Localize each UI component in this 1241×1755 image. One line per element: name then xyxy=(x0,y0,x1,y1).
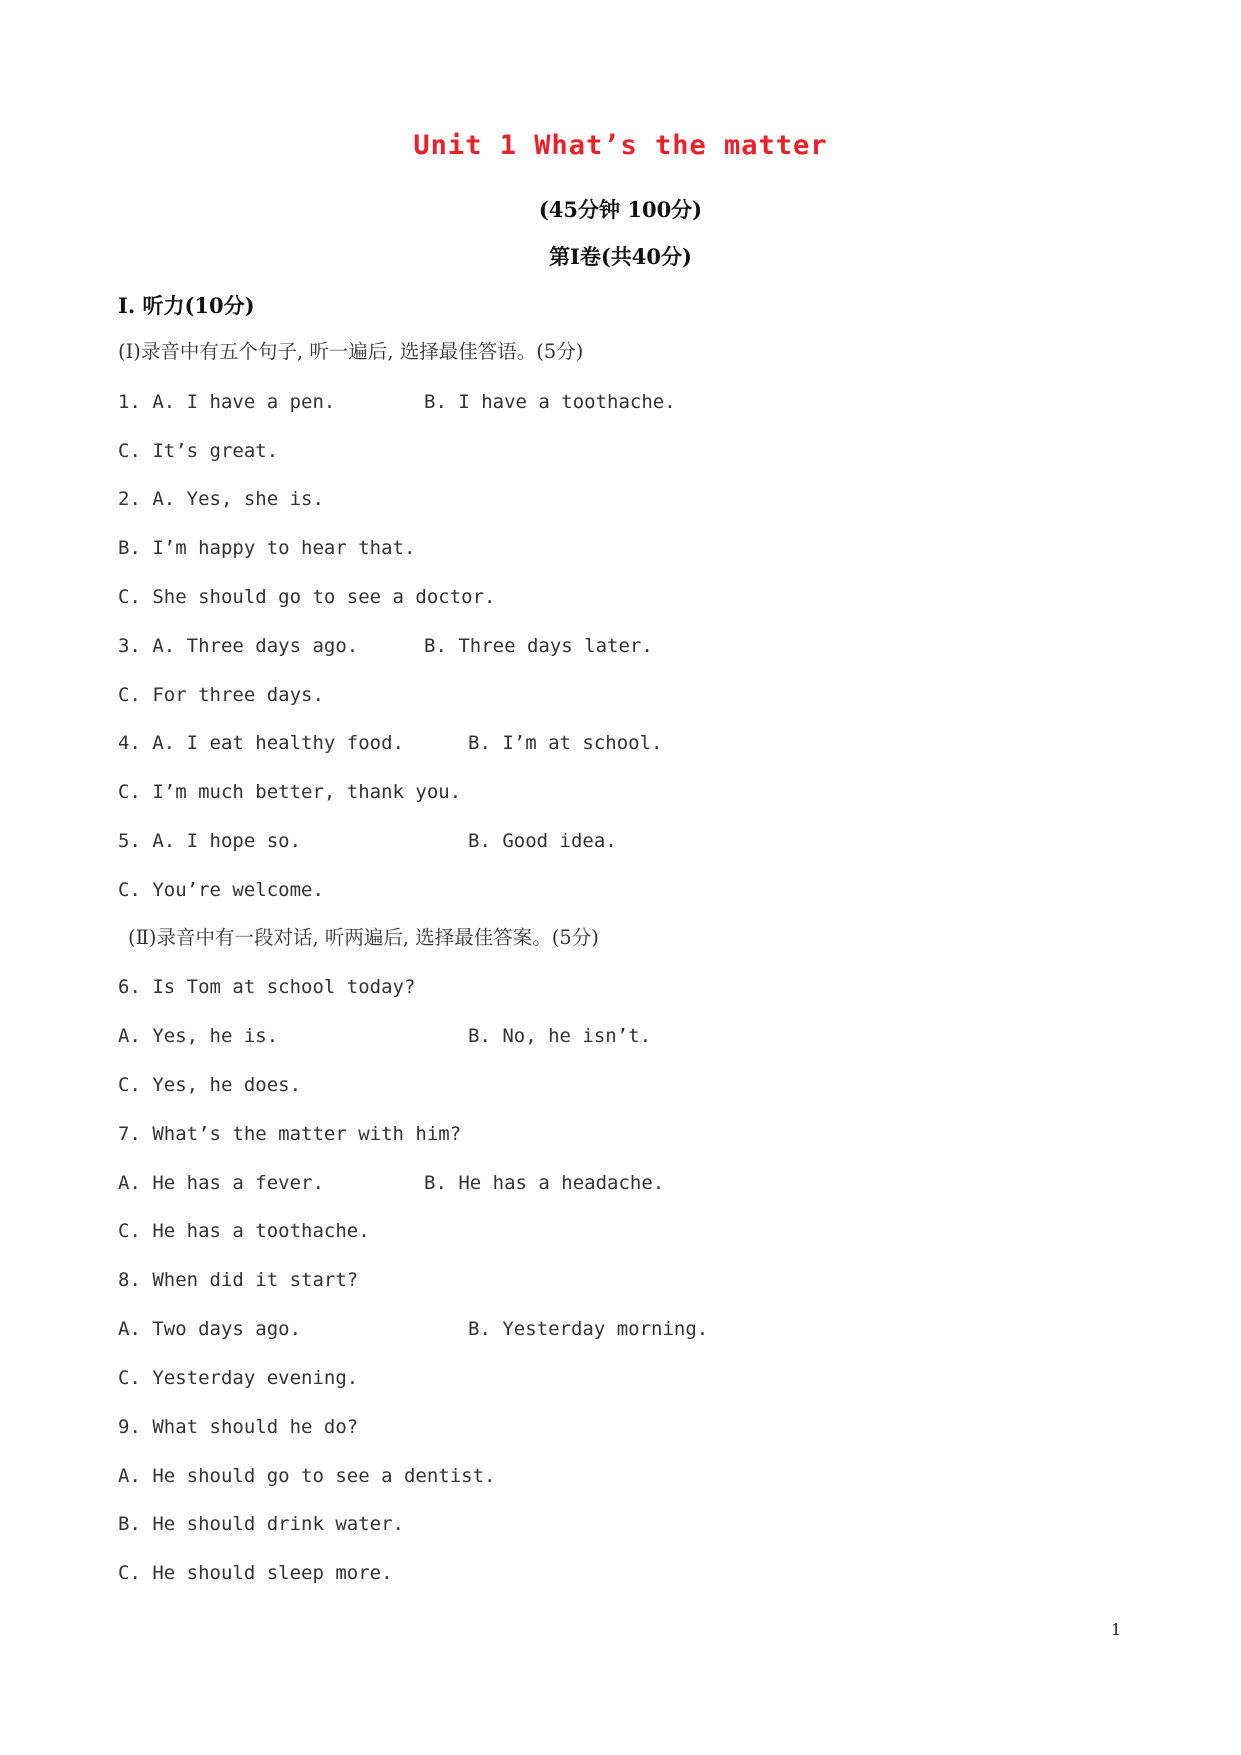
q6-option-a: A. Yes, he is. xyxy=(118,1025,279,1047)
part2-instruction: (Ⅱ)录音中有一段对话, 听两遍后, 选择最佳答案。(5分) xyxy=(128,926,599,949)
q9-option-c: C. He should sleep more. xyxy=(118,1562,393,1584)
q8-question: 8. When did it start? xyxy=(118,1269,359,1291)
volume-heading: 第Ⅰ卷(共40分) xyxy=(549,244,692,269)
page-number: 1 xyxy=(1111,1620,1122,1639)
q6-question: 6. Is Tom at school today? xyxy=(118,976,416,998)
q6-option-c: C. Yes, he does. xyxy=(118,1074,302,1096)
q2-option-c: C. She should go to see a doctor. xyxy=(118,586,496,608)
q3-option-a: 3. A. Three days ago. xyxy=(118,635,359,657)
q1-option-b: B. I have a toothache. xyxy=(424,391,676,413)
q7-option-c: C. He has a toothache. xyxy=(118,1220,370,1242)
q8-option-a: A. Two days ago. xyxy=(118,1318,302,1340)
q5-option-b: B. Good idea. xyxy=(468,830,617,852)
q4-option-a: 4. A. I eat healthy food. xyxy=(118,732,404,754)
q9-option-b: B. He should drink water. xyxy=(118,1513,404,1535)
q2-option-b: B. I’m happy to hear that. xyxy=(118,537,416,559)
q4-option-c: C. I’m much better, thank you. xyxy=(118,781,462,803)
q6-option-b: B. No, he isn’t. xyxy=(468,1025,652,1047)
q1-option-c: C. It’s great. xyxy=(118,440,279,462)
q1-option-a: 1. A. I have a pen. xyxy=(118,391,336,413)
q7-option-a: A. He has a fever. xyxy=(118,1172,324,1194)
q9-question: 9. What should he do? xyxy=(118,1416,359,1438)
q4-option-b: B. I’m at school. xyxy=(468,732,663,754)
q7-option-b: B. He has a headache. xyxy=(424,1172,665,1194)
q3-option-c: C. For three days. xyxy=(118,684,324,706)
q5-option-a: 5. A. I hope so. xyxy=(118,830,302,852)
part1-instruction: (Ⅰ)录音中有五个句子, 听一遍后, 选择最佳答语。(5分) xyxy=(118,340,584,363)
time-info: (45分钟 100分) xyxy=(538,197,703,222)
section-heading-listening: Ⅰ. 听力(10分) xyxy=(118,293,255,318)
q8-option-c: C. Yesterday evening. xyxy=(118,1367,359,1389)
q5-option-c: C. You’re welcome. xyxy=(118,879,324,901)
q9-option-a: A. He should go to see a dentist. xyxy=(118,1465,496,1487)
page-title: Unit 1 What’s the matter xyxy=(413,130,828,161)
q2-option-a: 2. A. Yes, she is. xyxy=(118,488,324,510)
q3-option-b: B. Three days later. xyxy=(424,635,653,657)
q8-option-b: B. Yesterday morning. xyxy=(468,1318,709,1340)
q7-question: 7. What’s the matter with him? xyxy=(118,1123,462,1145)
